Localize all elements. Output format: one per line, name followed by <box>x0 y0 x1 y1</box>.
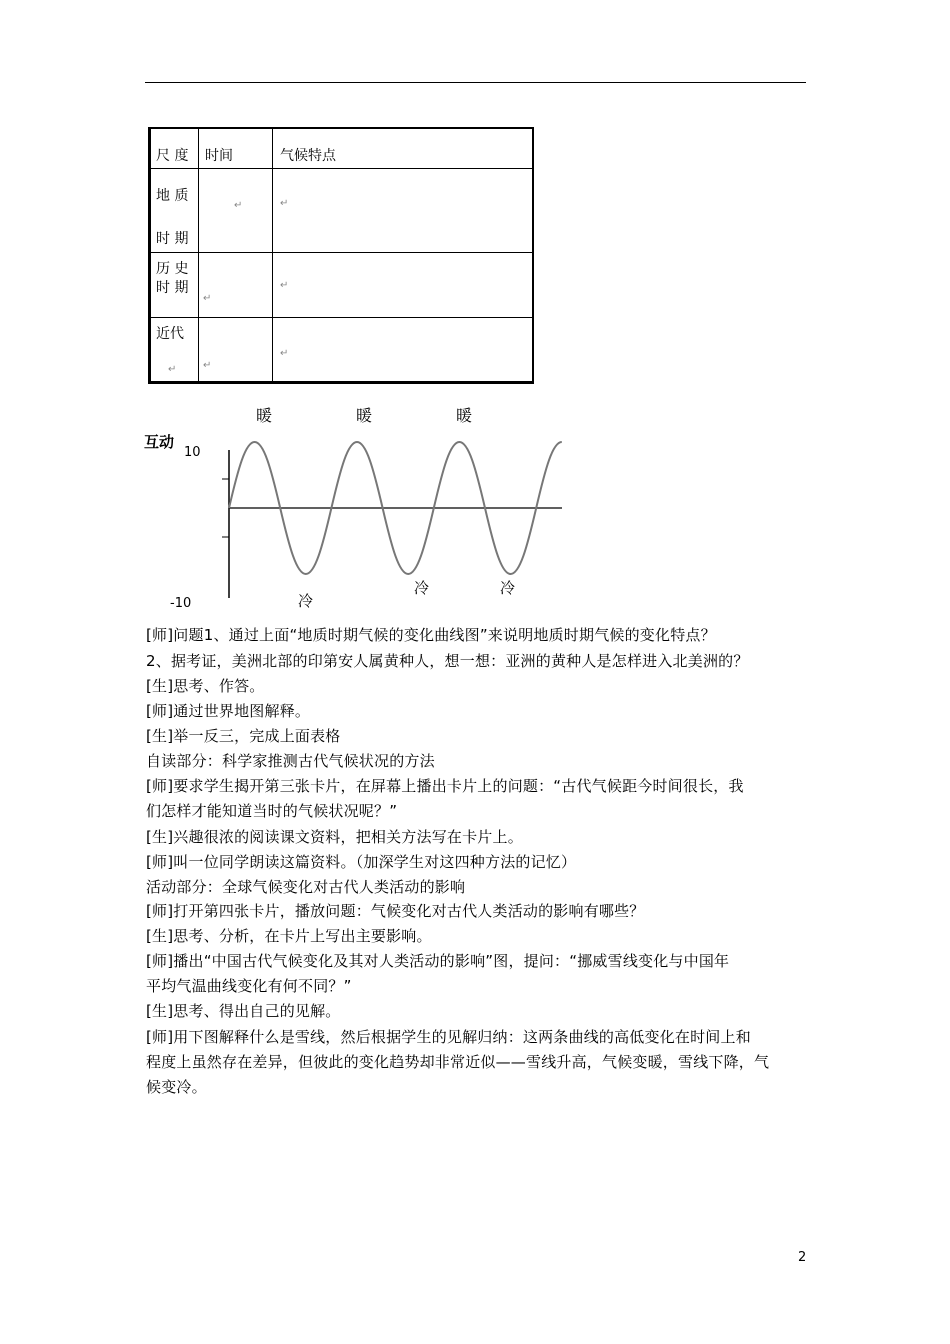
text-line: [生]思考、分析，在卡片上写出主要影响。 <box>146 927 432 945</box>
header-scale: 尺 度 <box>156 148 189 164</box>
text-line: [师]叫一位同学朗读这篇资料。（加深学生对这四种方法的记忆） <box>146 853 577 871</box>
row-scale-label: 时 期 <box>156 231 189 247</box>
text-line: [师]打开第四张卡片，播放问题：气候变化对古代人类活动的影响有哪些？ <box>146 902 645 920</box>
return-mark: ↵ <box>203 293 212 304</box>
text-line: 活动部分：全球气候变化对古代人类活动的影响 <box>146 878 466 896</box>
return-mark: ↵ <box>280 198 289 209</box>
cold-label: 冷 <box>414 579 430 597</box>
cold-label: 冷 <box>500 579 516 597</box>
text-line: 自读部分：科学家推测古代气候状况的方法 <box>146 752 435 770</box>
text-line: [师]通过世界地图解释。 <box>146 702 311 720</box>
warm-label: 暖 <box>456 406 473 425</box>
text-line: 候变冷。 <box>146 1078 207 1096</box>
text-line: [生]兴趣很浓的阅读课文资料，把相关方法写在卡片上。 <box>146 828 523 846</box>
page-number: 2 <box>798 1250 807 1265</box>
text-line: [师]要求学生揭开第三张卡片，在屏幕上播出卡片上的问题：“古代气候距今时间很长，我 <box>146 777 744 795</box>
header-climate: 气候特点 <box>280 148 336 164</box>
text-line: [生]举一反三，完成上面表格 <box>146 727 341 745</box>
text-line: 2、据考证，美洲北部的印第安人属黄种人，想一想：亚洲的黄种人是怎样进入北美洲的？ <box>146 652 749 670</box>
climate-curve-chart <box>0 0 950 620</box>
y-tick-label-bottom: -10 <box>170 596 192 611</box>
return-mark: ↵ <box>234 200 243 211</box>
text-line: 程度上虽然存在差异，但彼此的变化趋势却非常近似——雪线升高，气候变暖，雪线下降，气 <box>146 1053 770 1071</box>
row-scale-label: 历 史 <box>156 261 189 277</box>
text-line: [师]播出“中国古代气候变化及其对人类活动的影响”图，提问：“挪威雪线变化与中国年 <box>146 952 730 970</box>
return-mark: ↵ <box>280 348 289 359</box>
return-mark: ↵ <box>203 360 212 371</box>
header-time: 时间 <box>205 148 233 164</box>
row-scale-label: 近代 <box>156 326 184 342</box>
row-scale-label: 地 质 <box>156 188 189 204</box>
y-tick-label-top: 10 <box>184 445 201 460</box>
text-line: [生]思考、作答。 <box>146 677 265 695</box>
warm-label: 暖 <box>356 406 373 425</box>
row-scale-label: 时 期 <box>156 280 189 296</box>
text-line: 们怎样才能知道当时的气候状况呢？” <box>146 802 398 820</box>
text-line: [生]思考、得出自己的见解。 <box>146 1002 341 1020</box>
side-label: 互动 <box>144 433 175 451</box>
return-mark: ↵ <box>168 364 177 375</box>
return-mark: ↵ <box>280 280 289 291</box>
text-line: [师]用下图解释什么是雪线，然后根据学生的见解归纳：这两条曲线的高低变化在时间上和 <box>146 1028 751 1046</box>
cold-label: 冷 <box>298 592 314 610</box>
text-line: [师]问题1、通过上面“地质时期气候的变化曲线图”来说明地质时期气候的变化特点？ <box>146 626 716 644</box>
text-line: 平均气温曲线变化有何不同？” <box>146 977 352 995</box>
warm-label: 暖 <box>256 406 273 425</box>
